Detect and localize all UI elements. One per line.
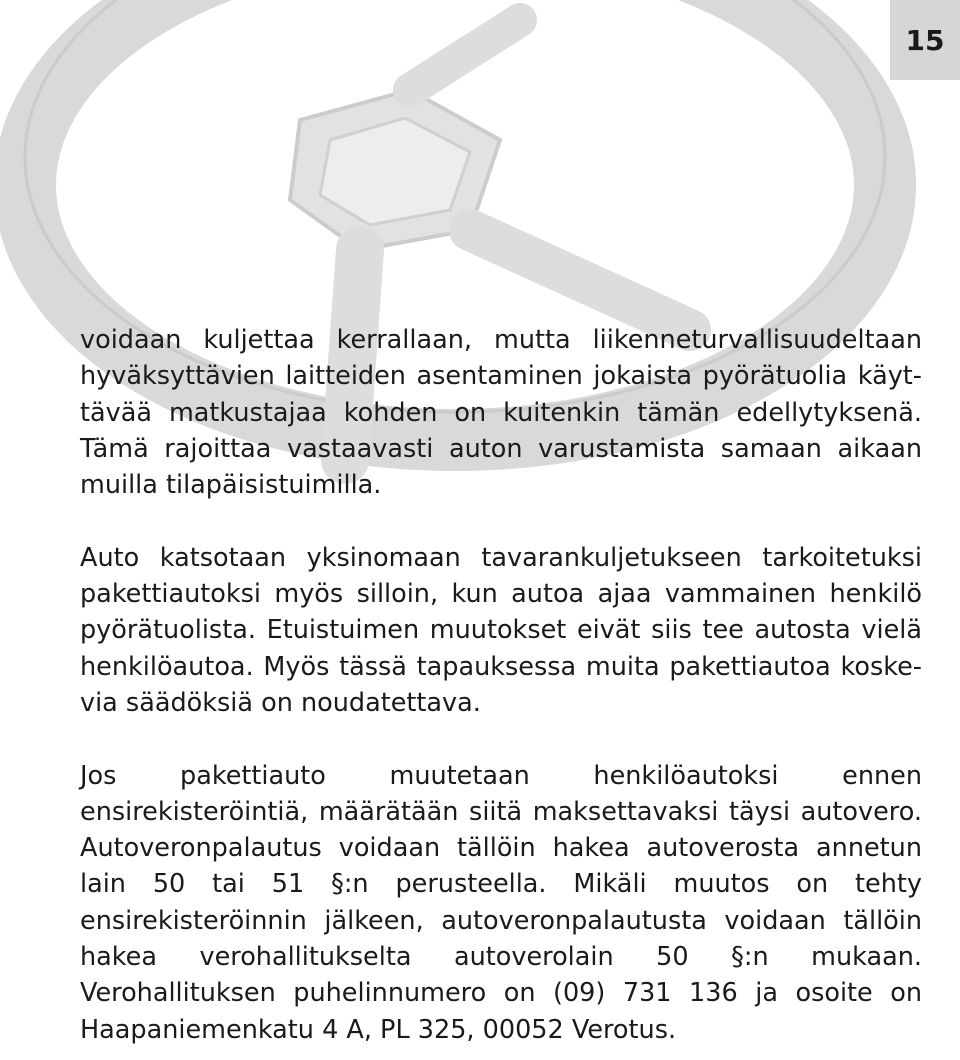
body-text: [80, 322, 922, 1048]
page-number: 15: [890, 0, 960, 80]
paragraph-3: Jos pakettiauto muutetaan henkilöautoksi ennen ensirekisteröintiä, määrätään siitä maksettavaksi täysi autovero. Autoveronpalautus voidaan tällöin hakea autoverosta annetun lain 50 tai 51 §:n perusteella. Mikäli muutos on tehty ensirekisteröinnin jälkeen, autoveronpalautusta voidaan tällöin hakea verohallitukselta autoverolain 50 §:n mukaan. Verohallituksen puhelinnumero on (09) 731 136 ja osoite on Haapaniemenkatu 4 A, PL 325, 00052 Verotus.: [80, 760, 922, 1045]
paragraph-1: voidaan kuljettaa kerrallaan, mutta liikenneturvallisuudeltaan hyväksyttävien laitteiden asentaminen jokaista pyörätuolia käyttävää matkustajaa kohden on kuitenkin tämän edellytyksenä. Tämä rajoittaa vastaavasti auton varustamista samaan aikaan muilla tilapäisistuimilla.: [80, 325, 922, 501]
paragraph-2: Auto katsotaan yksinomaan tavarankuljetukseen tarkoitetuksi pakettiautoksi myös silloin, kun autoa ajaa vammainen henkilö pyörätuolista. Etuistuimen muutokset eivät siis tee autosta vielä henkilöautoa. Myös tässä tapauksessa muita pakettiautoa koskevia säädöksiä on noudatettava.: [80, 542, 922, 718]
